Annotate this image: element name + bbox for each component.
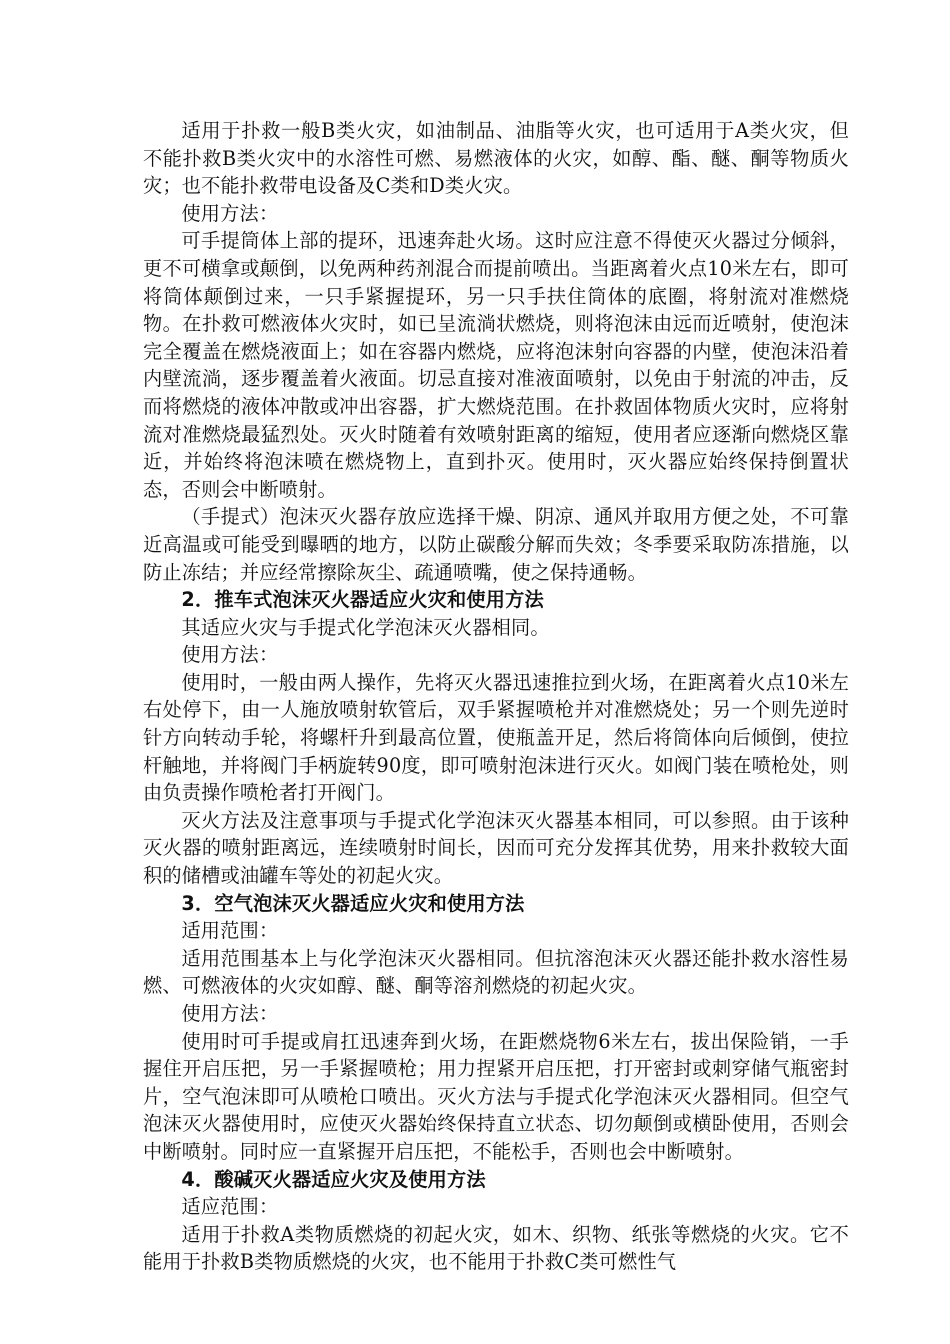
body-paragraph: 适应范围： xyxy=(181,1195,279,1219)
body-paragraph: 适用于扑救A类物质燃烧的初起火灾，如木、织物、纸张等燃烧的火灾。它不能用于扑救B类物质燃烧的火灾，也不能用于扑救C类可燃性气 xyxy=(143,1222,849,1274)
body-paragraph: 灭火方法及注意事项与手提式化学泡沫灭火器基本相同，可以参照。由于该种灭火器的喷射距离远，连续喷射时间长，因而可充分发挥其优势，用来扑救较大面积的储槽或油罐车等处的初起火灾。 xyxy=(143,808,849,888)
body-paragraph: 其适应火灾与手提式化学泡沫灭火器相同。 xyxy=(181,615,550,639)
body-paragraph: 使用方法： xyxy=(181,201,279,225)
body-paragraph: 适用范围基本上与化学泡沫灭火器相同。但抗溶泡沫灭火器还能扑救水溶性易燃、可燃液体的火灾如醇、醚、酮等溶剂燃烧的初起火灾。 xyxy=(143,946,849,998)
document-body xyxy=(143,117,849,1276)
body-paragraph: 使用方法： xyxy=(181,643,279,667)
body-paragraph: 使用时可手提或肩扛迅速奔到火场，在距燃烧物6米左右，拔出保险销，一手握住开启压把，另一手紧握喷枪；用力捏紧开启压把，打开密封或刺穿储气瓶密封片，空气泡沫即可从喷枪口喷出。灭火方法与手提式化学泡沫灭火器相同。但空气泡沫灭火器使用时，应使灭火器始终保持直立状态、切勿颠倒或横卧使用，否则会中断喷射。同时应一直紧握开启压把，不能松手，否则也会中断喷射。 xyxy=(143,1029,849,1163)
body-paragraph: 适用范围： xyxy=(181,919,279,943)
section-heading: 2．推车式泡沫灭火器适应火灾和使用方法 xyxy=(181,588,544,612)
section-heading: 4．酸碱灭火器适应火灾及使用方法 xyxy=(181,1167,486,1191)
body-paragraph: 可手提筒体上部的提环，迅速奔赴火场。这时应注意不得使灭火器过分倾斜，更不可横拿或颠倒，以免两种药剂混合而提前喷出。当距离着火点10米左右，即可将筒体颠倒过来，一只手紧握提环，另一只手扶住筒体的底圈，将射流对准燃烧物。在扑救可燃液体火灾时，如已呈流淌状燃烧，则将泡沫由远而近喷射，使泡沫完全覆盖在燃烧液面上；如在容器内燃烧，应将泡沫射向容器的内壁，使泡沫沿着内壁流淌，逐步覆盖着火液面。切忌直接对准液面喷射，以免由于射流的冲击，反而将燃烧的液体冲散或冲出容器，扩大燃烧范围。在扑救固体物质火灾时，应将射流对准燃烧最猛烈处。灭火时随着有效喷射距离的缩短，使用者应逐渐向燃烧区靠近，并始终将泡沫喷在燃烧物上，直到扑灭。使用时，灭火器应始终保持倒置状态，否则会中断喷射。 xyxy=(143,229,849,501)
body-paragraph: （手提式）泡沫灭火器存放应选择干燥、阴凉、通风并取用方便之处，不可靠近高温或可能受到曝晒的地方，以防止碳酸分解而失效；冬季要采取防冻措施，以防止冻结；并应经常擦除灰尘、疏通喷嘴，使之保持通畅。 xyxy=(143,505,849,584)
body-paragraph: 使用方法： xyxy=(181,1002,279,1025)
body-paragraph: 使用时，一般由两人操作，先将灭火器迅速推拉到火场，在距离着火点10米左右处停下，由一人施放喷射软管后，双手紧握喷枪并对准燃烧处；另一个则先逆时针方向转动手轮，将螺杆升到最高位置，使瓶盖开足，然后将筒体向后倾倒，使拉杆触地，并将阀门手柄旋转90度，即可喷射泡沫进行灭火。如阀门装在喷枪处，则由负责操作喷枪者打开阀门。 xyxy=(143,670,849,805)
section-heading: 3．空气泡沫灭火器适应火灾和使用方法 xyxy=(181,891,525,915)
body-paragraph: 适用于扑救一般B类火灾，如油制品、油脂等火灾，也可适用于A类火灾，但不能扑救B类火灾中的水溶性可燃、易燃液体的火灾，如醇、酯、醚、酮等物质火灾；也不能扑救带电设备及C类和D类火灾。 xyxy=(143,119,849,198)
